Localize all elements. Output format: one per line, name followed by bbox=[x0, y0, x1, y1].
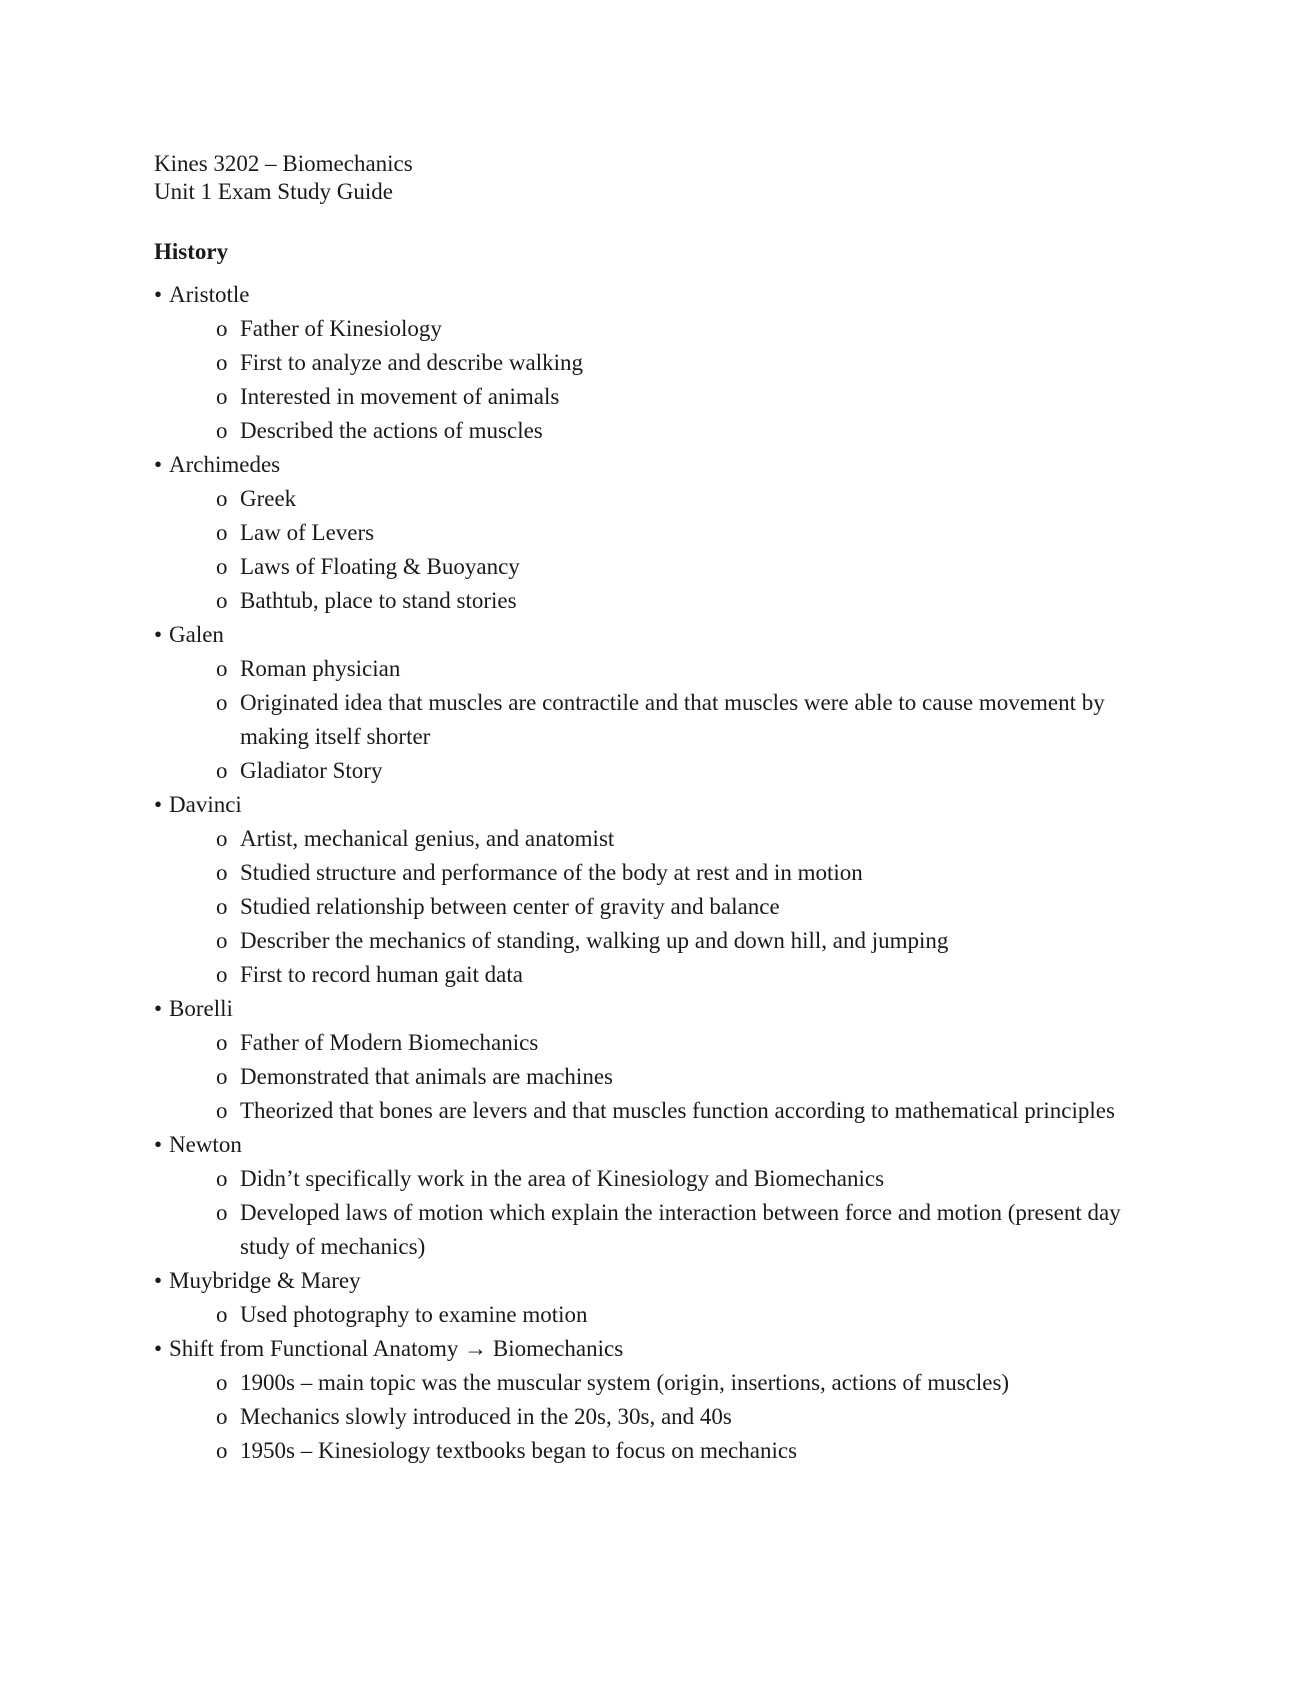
sub-list-item-text: Studied relationship between center of gravity and balance bbox=[240, 894, 780, 919]
sub-list-item bbox=[216, 414, 1154, 448]
sub-list-item-text: Roman physician bbox=[240, 656, 401, 681]
sub-list-item-text: Laws of Floating & Buoyancy bbox=[240, 554, 520, 579]
list-item-label: Archimedes bbox=[169, 452, 281, 477]
list-item-row bbox=[154, 1264, 1154, 1298]
sub-list-item-text: Father of Kinesiology bbox=[240, 316, 442, 341]
sub-bullet-icon: o bbox=[216, 1064, 228, 1089]
list-item-label: Shift from Functional Anatomy → Biomechanics bbox=[169, 1336, 624, 1361]
sub-list-item bbox=[216, 380, 1154, 414]
sub-bullet-icon: o bbox=[216, 860, 228, 885]
course-title: Kines 3202 – Biomechanics bbox=[154, 151, 413, 176]
sub-bullet-icon: o bbox=[216, 1098, 228, 1123]
sub-list-item bbox=[216, 550, 1154, 584]
sub-list-item bbox=[216, 516, 1154, 550]
sub-list-item bbox=[216, 890, 1154, 924]
sub-bullet-icon: o bbox=[216, 962, 228, 987]
sub-bullet-icon: o bbox=[216, 1030, 228, 1055]
sub-list-item-text: Studied structure and performance of the body at rest and in motion bbox=[240, 860, 863, 885]
sub-list bbox=[154, 652, 1154, 788]
list-item bbox=[154, 1332, 1154, 1468]
sub-list-item bbox=[216, 958, 1154, 992]
sub-list-item bbox=[216, 1026, 1154, 1060]
document-header bbox=[154, 150, 1154, 206]
sub-list bbox=[154, 312, 1154, 448]
sub-list-item-text: Developed laws of motion which explain the interaction between force and motion (present day study of mechanics) bbox=[240, 1200, 1121, 1259]
sub-list-item bbox=[216, 584, 1154, 618]
sub-bullet-icon: o bbox=[216, 1370, 228, 1395]
list-item bbox=[154, 278, 1154, 448]
sub-list-item bbox=[216, 1162, 1154, 1196]
sub-bullet-icon: o bbox=[216, 1200, 228, 1225]
list-item bbox=[154, 618, 1154, 788]
sub-list-item bbox=[216, 754, 1154, 788]
sub-bullet-icon: o bbox=[216, 1404, 228, 1429]
sub-list-item bbox=[216, 1400, 1154, 1434]
sub-list bbox=[154, 1298, 1154, 1332]
sub-bullet-icon: o bbox=[216, 486, 228, 511]
sub-list-item-text: Originated idea that muscles are contractile and that muscles were able to cause movement by making itself shorter bbox=[240, 690, 1105, 749]
sub-list-item-text: Law of Levers bbox=[240, 520, 375, 545]
bullet-icon: • bbox=[154, 996, 163, 1021]
sub-bullet-icon: o bbox=[216, 928, 228, 953]
sub-list-item-text: Demonstrated that animals are machines bbox=[240, 1064, 613, 1089]
list-item-label: Newton bbox=[169, 1132, 242, 1157]
list-item-label: Borelli bbox=[169, 996, 233, 1021]
sub-bullet-icon: o bbox=[216, 656, 228, 681]
bullet-icon: • bbox=[154, 1268, 163, 1293]
sub-list-item-text: 1900s – main topic was the muscular system (origin, insertions, actions of muscles) bbox=[240, 1370, 1010, 1395]
bullet-icon: • bbox=[154, 282, 163, 307]
list-item-row bbox=[154, 618, 1154, 652]
sub-bullet-icon: o bbox=[216, 826, 228, 851]
sub-list-item-text: First to record human gait data bbox=[240, 962, 523, 987]
sub-list-item bbox=[216, 1434, 1154, 1468]
sub-list bbox=[154, 482, 1154, 618]
list-item bbox=[154, 992, 1154, 1128]
list-item-label: Aristotle bbox=[169, 282, 250, 307]
history-list bbox=[154, 278, 1154, 1468]
sub-list-item-text: Gladiator Story bbox=[240, 758, 383, 783]
list-item-row bbox=[154, 992, 1154, 1026]
sub-list bbox=[154, 1026, 1154, 1128]
sub-bullet-icon: o bbox=[216, 418, 228, 443]
sub-list-item-text: Mechanics slowly introduced in the 20s, 30s, and 40s bbox=[240, 1404, 732, 1429]
sub-list-item-text: First to analyze and describe walking bbox=[240, 350, 583, 375]
sub-bullet-icon: o bbox=[216, 384, 228, 409]
list-item bbox=[154, 1264, 1154, 1332]
sub-bullet-icon: o bbox=[216, 1302, 228, 1327]
sub-list bbox=[154, 1366, 1154, 1468]
sub-list-item bbox=[216, 652, 1154, 686]
sub-list-item bbox=[216, 822, 1154, 856]
sub-list-item-text: Didn’t specifically work in the area of Kinesiology and Biomechanics bbox=[240, 1166, 885, 1191]
sub-list-item bbox=[216, 312, 1154, 346]
sub-bullet-icon: o bbox=[216, 758, 228, 783]
sub-bullet-icon: o bbox=[216, 1438, 228, 1463]
sub-bullet-icon: o bbox=[216, 894, 228, 919]
sub-list-item bbox=[216, 482, 1154, 516]
sub-list-item bbox=[216, 924, 1154, 958]
bullet-icon: • bbox=[154, 452, 163, 477]
sub-list-item bbox=[216, 686, 1154, 754]
sub-list-item bbox=[216, 1060, 1154, 1094]
sub-list-item-text: Used photography to examine motion bbox=[240, 1302, 588, 1327]
document-subtitle: Unit 1 Exam Study Guide bbox=[154, 179, 393, 204]
list-item-row bbox=[154, 448, 1154, 482]
list-item bbox=[154, 448, 1154, 618]
section-heading: History bbox=[154, 239, 229, 264]
sub-list-item-text: Greek bbox=[240, 486, 297, 511]
sub-list-item bbox=[216, 1366, 1154, 1400]
sub-bullet-icon: o bbox=[216, 690, 228, 715]
sub-list-item-text: 1950s – Kinesiology textbooks began to focus on mechanics bbox=[240, 1438, 798, 1463]
list-item-row bbox=[154, 278, 1154, 312]
sub-list-item bbox=[216, 346, 1154, 380]
sub-list-item-text: Father of Modern Biomechanics bbox=[240, 1030, 539, 1055]
list-item-row bbox=[154, 1128, 1154, 1162]
sub-bullet-icon: o bbox=[216, 520, 228, 545]
sub-list-item bbox=[216, 1094, 1154, 1128]
sub-bullet-icon: o bbox=[216, 588, 228, 613]
sub-list-item-text: Describer the mechanics of standing, walking up and down hill, and jumping bbox=[240, 928, 949, 953]
bullet-icon: • bbox=[154, 792, 163, 817]
sub-bullet-icon: o bbox=[216, 316, 228, 341]
sub-bullet-icon: o bbox=[216, 350, 228, 375]
list-item-label: Galen bbox=[169, 622, 224, 647]
study-guide-page bbox=[154, 150, 1154, 1468]
sub-list-item-text: Theorized that bones are levers and that muscles function according to mathematical principles bbox=[240, 1098, 1115, 1123]
sub-list bbox=[154, 822, 1154, 992]
list-item bbox=[154, 1128, 1154, 1264]
bullet-icon: • bbox=[154, 622, 163, 647]
bullet-icon: • bbox=[154, 1336, 163, 1361]
sub-list-item bbox=[216, 1298, 1154, 1332]
list-item-row bbox=[154, 788, 1154, 822]
list-item bbox=[154, 788, 1154, 992]
sub-list-item bbox=[216, 1196, 1154, 1264]
sub-bullet-icon: o bbox=[216, 554, 228, 579]
sub-list-item-text: Bathtub, place to stand stories bbox=[240, 588, 517, 613]
sub-list-item-text: Interested in movement of animals bbox=[240, 384, 560, 409]
bullet-icon: • bbox=[154, 1132, 163, 1157]
list-item-label: Davinci bbox=[169, 792, 242, 817]
list-item-row bbox=[154, 1332, 1154, 1366]
sub-bullet-icon: o bbox=[216, 1166, 228, 1191]
sub-list-item-text: Described the actions of muscles bbox=[240, 418, 543, 443]
sub-list-item bbox=[216, 856, 1154, 890]
sub-list bbox=[154, 1162, 1154, 1264]
sub-list-item-text: Artist, mechanical genius, and anatomist bbox=[240, 826, 615, 851]
list-item-label: Muybridge & Marey bbox=[169, 1268, 361, 1293]
